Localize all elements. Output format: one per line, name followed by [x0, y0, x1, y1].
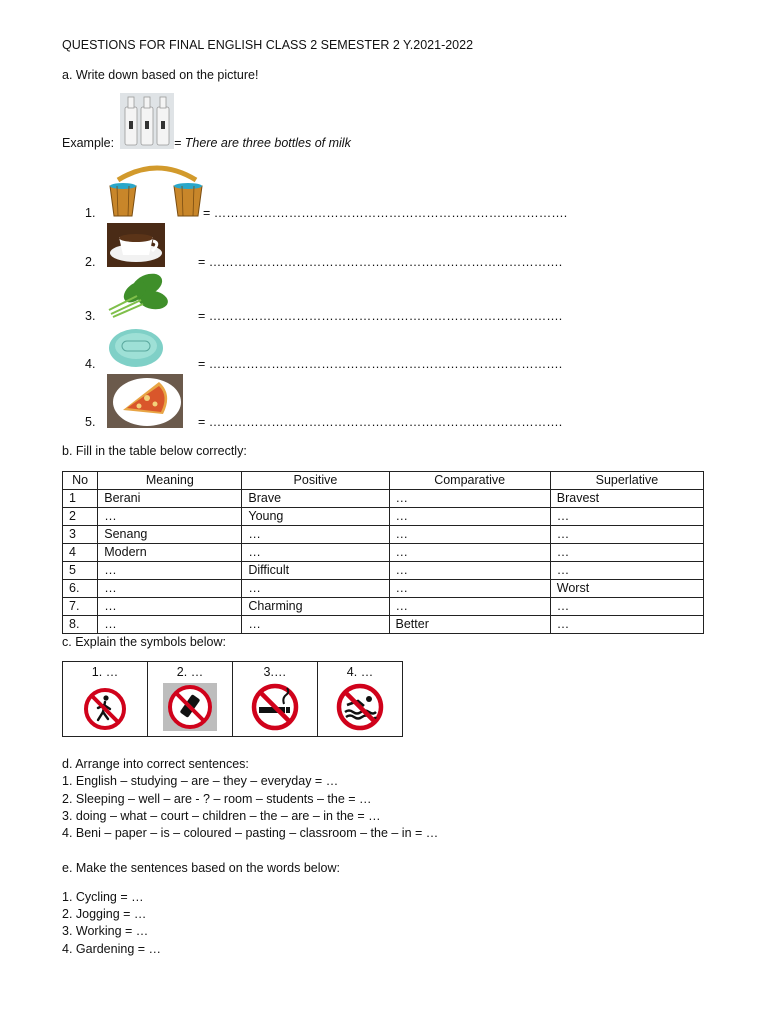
coffee-cup-icon — [107, 223, 165, 267]
symbol-cell — [233, 662, 318, 737]
table-row — [63, 544, 704, 562]
table-cell: Senang — [98, 526, 242, 544]
item-3-blank: = …………………………………………………………………………. — [198, 309, 563, 323]
table-cell: 2 — [63, 508, 98, 526]
table-cell: 8. — [63, 616, 98, 634]
table-row — [63, 598, 704, 616]
table-cell: Brave — [242, 490, 389, 508]
table-cell: … — [389, 490, 550, 508]
sentence-line: 3. Working = … — [62, 924, 149, 938]
table-cell: Charming — [242, 598, 389, 616]
item-4-blank: = …………………………………………………………………………. — [198, 357, 563, 371]
table-row — [63, 508, 704, 526]
table-cell: … — [550, 508, 703, 526]
section-a-heading: a. Write down based on the picture! — [62, 68, 259, 82]
table-cell: Modern — [98, 544, 242, 562]
col-header-meaning: Meaning — [98, 472, 242, 490]
item-3-number: 3. — [85, 309, 96, 323]
milk-bottles-icon — [120, 93, 174, 149]
section-b-heading: b. Fill in the table below correctly: — [62, 444, 247, 458]
symbols-table — [62, 661, 403, 737]
item-5-blank: = …………………………………………………………………………. — [198, 415, 563, 429]
item-2-number: 2. — [85, 255, 96, 269]
table-row — [63, 490, 704, 508]
table-cell: … — [98, 508, 242, 526]
section-c-heading: c. Explain the symbols below: — [62, 635, 226, 649]
item-1-number: 1. — [85, 206, 96, 220]
symbol-cell — [318, 662, 403, 737]
symbol-cell — [148, 662, 233, 737]
table-cell: … — [389, 580, 550, 598]
item-2-blank: = …………………………………………………………………………. — [198, 255, 563, 269]
symbol-label: 1. … — [91, 665, 119, 679]
no-swimming-icon — [336, 683, 384, 731]
table-cell: Berani — [98, 490, 242, 508]
symbol-cell — [63, 662, 148, 737]
no-phone-icon — [163, 683, 217, 731]
soap-icon — [108, 326, 164, 370]
table-cell: 1 — [63, 490, 98, 508]
col-header-superlative: Superlative — [550, 472, 703, 490]
table-cell: Bravest — [550, 490, 703, 508]
table-row — [63, 616, 704, 634]
adjectives-table — [62, 471, 704, 634]
water-buckets-icon — [108, 158, 206, 220]
no-walking-icon — [83, 687, 127, 731]
table-cell: … — [98, 580, 242, 598]
sentence-line: 1. Cycling = … — [62, 890, 144, 904]
no-smoking-icon — [251, 683, 299, 731]
table-cell: … — [550, 562, 703, 580]
table-cell: … — [242, 526, 389, 544]
item-5-number: 5. — [85, 415, 96, 429]
table-cell: 7. — [63, 598, 98, 616]
arrange-line: 1. English – studying – are – they – everyday = … — [62, 774, 339, 788]
sentence-line: 2. Jogging = … — [62, 907, 147, 921]
example-answer: = There are three bottles of milk — [174, 136, 351, 150]
table-cell: … — [550, 544, 703, 562]
table-cell: … — [550, 598, 703, 616]
sentence-line: 4. Gardening = … — [62, 942, 162, 956]
table-cell: … — [550, 526, 703, 544]
table-cell: … — [389, 562, 550, 580]
table-cell: … — [242, 544, 389, 562]
table-cell: Better — [389, 616, 550, 634]
page-title: QUESTIONS FOR FINAL ENGLISH CLASS 2 SEMESTER 2 Y.2021-2022 — [62, 38, 474, 52]
col-header-no: No — [63, 472, 98, 490]
table-cell: … — [98, 616, 242, 634]
spinach-icon — [107, 270, 169, 320]
example-label: Example: — [62, 136, 115, 150]
arrange-line: 3. doing – what – court – children – the – are – in the = … — [62, 809, 381, 823]
col-header-positive: Positive — [242, 472, 389, 490]
table-cell: … — [389, 598, 550, 616]
col-header-comparative: Comparative — [389, 472, 550, 490]
table-cell: … — [389, 508, 550, 526]
table-row — [63, 580, 704, 598]
table-cell: Difficult — [242, 562, 389, 580]
pizza-slice-icon — [107, 374, 183, 428]
arrange-line: 2. Sleeping – well – are - ? – room – students – the = … — [62, 792, 372, 806]
table-cell: … — [98, 562, 242, 580]
symbol-label: 3.… — [263, 665, 287, 679]
table-cell: … — [242, 580, 389, 598]
table-cell: 5 — [63, 562, 98, 580]
symbol-label: 2. … — [176, 665, 204, 679]
section-d-heading: d. Arrange into correct sentences: — [62, 757, 249, 771]
table-cell: … — [98, 598, 242, 616]
table-cell: … — [550, 616, 703, 634]
table-row — [63, 562, 704, 580]
section-e-heading: e. Make the sentences based on the words below: — [62, 861, 340, 875]
table-cell: … — [389, 544, 550, 562]
table-cell: 4 — [63, 544, 98, 562]
item-1-blank: = …………………………………………………………………………. — [203, 206, 568, 220]
table-row — [63, 526, 704, 544]
table-cell: … — [242, 616, 389, 634]
table-cell: … — [389, 526, 550, 544]
table-cell: 6. — [63, 580, 98, 598]
table-cell: Young — [242, 508, 389, 526]
item-4-number: 4. — [85, 357, 96, 371]
symbol-label: 4. … — [346, 665, 374, 679]
table-cell: 3 — [63, 526, 98, 544]
arrange-line: 4. Beni – paper – is – coloured – pasting – classroom – the – in = … — [62, 826, 439, 840]
table-cell: Worst — [550, 580, 703, 598]
table-header-row — [63, 472, 704, 490]
